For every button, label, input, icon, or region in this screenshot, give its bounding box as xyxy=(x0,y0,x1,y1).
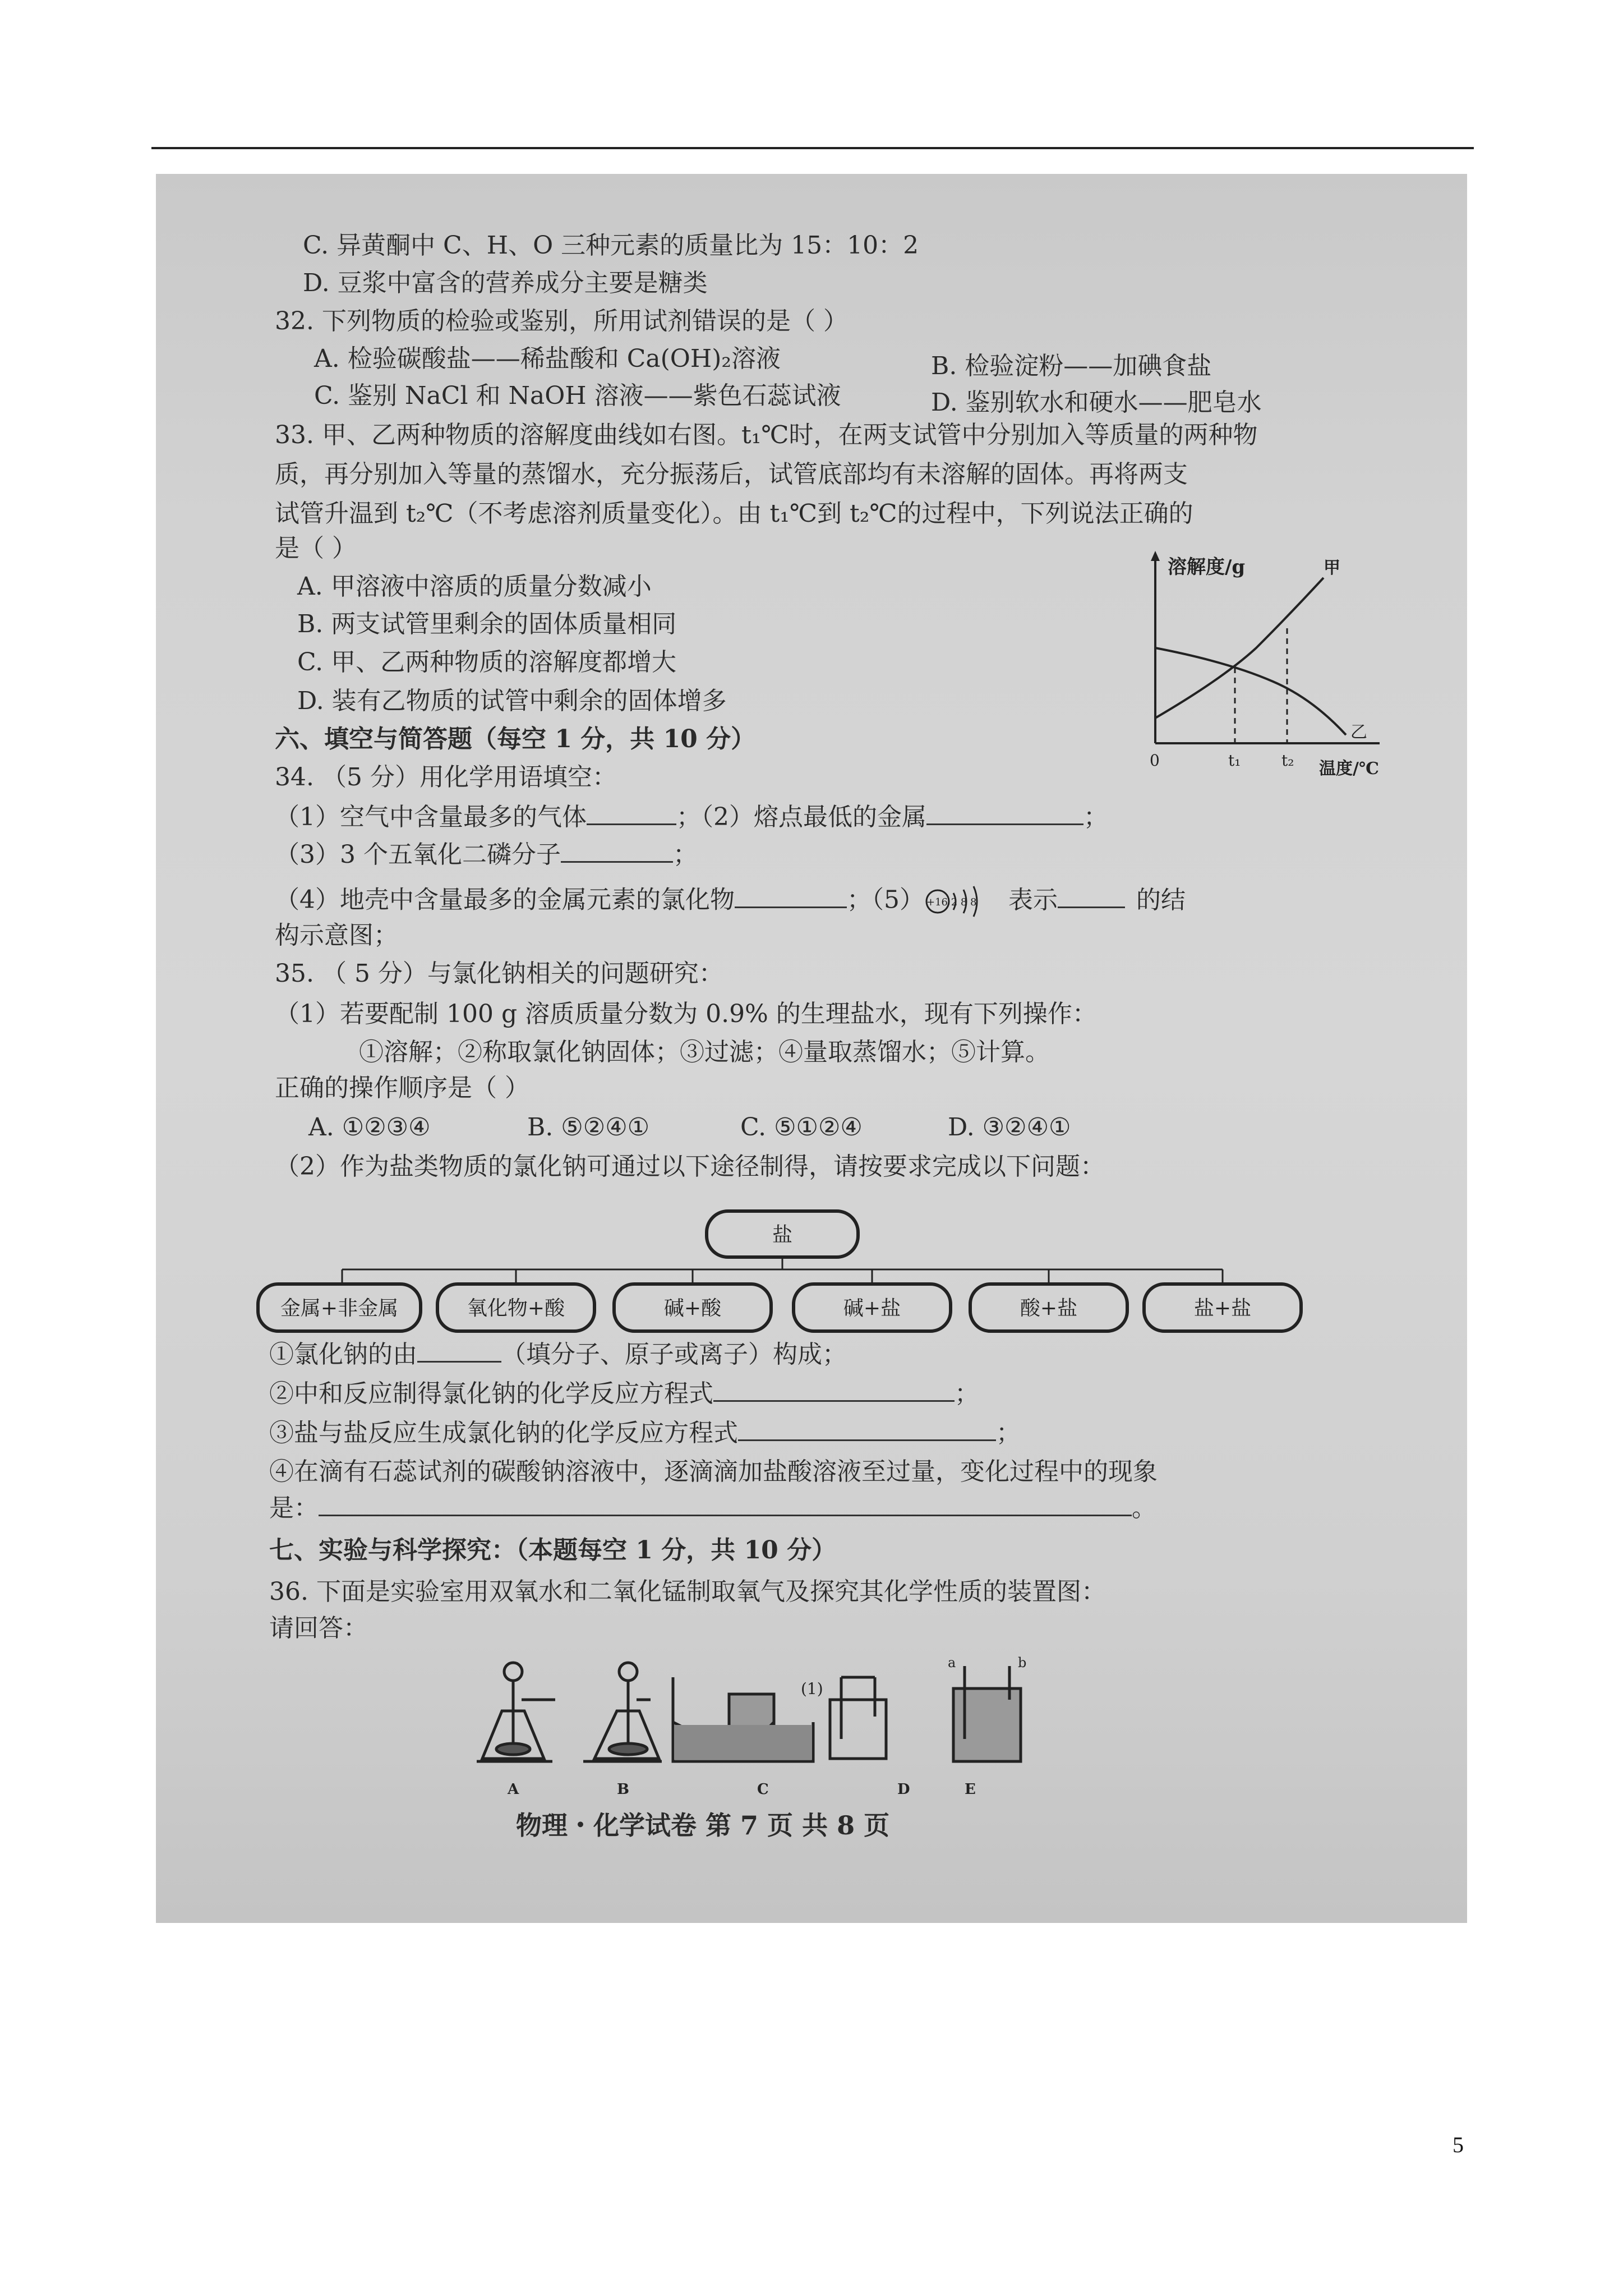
q35-order-stem: 正确的操作顺序是（ ） xyxy=(275,1074,529,1102)
answer-blank[interactable] xyxy=(1058,884,1125,908)
q34-line-4 xyxy=(275,882,1186,921)
lab-apparatus-drawing xyxy=(460,1655,1054,1801)
answer-blank[interactable] xyxy=(587,801,676,825)
q36-prompt: 请回答： xyxy=(269,1614,368,1642)
child-label-base-acid: 碱+酸 xyxy=(663,1297,722,1320)
answer-blank[interactable] xyxy=(561,839,673,863)
q32-option-a: A. 检验碳酸盐——稀盐酸和 Ca(OH)₂溶液 xyxy=(314,344,781,373)
q33-option-d: D. 装有乙物质的试管中剩余的固体增多 xyxy=(297,687,727,715)
marker-1: (1) xyxy=(801,1680,823,1698)
series-yi-curve xyxy=(1155,648,1346,735)
punctuation: 。 xyxy=(1132,1494,1156,1522)
answer-blank[interactable] xyxy=(926,801,1083,825)
q35-sub2-label: ②中和反应制得氯化钠的化学反应方程式 xyxy=(269,1379,713,1408)
q34-part5-desc: 表示 xyxy=(1008,885,1058,914)
q35-part2: （2）作为盐类物质的氯化钠可通过以下途径制得，请按要求完成以下问题： xyxy=(275,1152,1105,1181)
page-number: 5 xyxy=(1453,2132,1464,2157)
q34-part3-label: （3）3 个五氧化二磷分子 xyxy=(275,840,561,869)
q32-stem: 32. 下列物质的检验或鉴别，所用试剂错误的是（ ） xyxy=(275,307,848,335)
q35-option-b: B. ⑤②④① xyxy=(527,1113,650,1142)
q35-option-a: A. ①②③④ xyxy=(308,1113,431,1142)
sulfur-ion-structure-icon xyxy=(924,882,992,921)
q35-sub1-label: ①氯化钠的由 xyxy=(269,1340,417,1369)
child-label-metal-nonmetal: 金属+非金属 xyxy=(280,1297,399,1320)
q36-stem: 36. 下面是实验室用双氧水和二氧化锰制取氧气及探究其化学性质的装置图： xyxy=(269,1577,1106,1606)
apparatus-a-flask-icon xyxy=(477,1663,555,1761)
port-b-label: b xyxy=(1018,1655,1027,1671)
punctuation: ； xyxy=(1083,803,1108,831)
q33-option-b: B. 两支试管里剩余的固体质量相同 xyxy=(297,610,677,638)
q34-part2-label: ；（2）熔点最低的金属 xyxy=(676,803,926,831)
x-axis-label: 温度/℃ xyxy=(1319,759,1379,779)
child-label-base-salt: 碱+盐 xyxy=(843,1297,901,1320)
q32-option-d: D. 鉴别软水和硬水——肥皂水 xyxy=(931,388,1262,417)
q33-option-c: C. 甲、乙两种物质的溶解度都增大 xyxy=(297,648,677,677)
diagram-children xyxy=(258,1269,1301,1331)
answer-blank[interactable] xyxy=(417,1338,501,1363)
q34-line-1 xyxy=(275,801,1108,833)
punctuation: ； xyxy=(672,840,698,869)
x-tick-t2: t₂ xyxy=(1281,751,1294,770)
series-jia-label: 甲 xyxy=(1324,558,1340,578)
q35-sub2 xyxy=(269,1378,979,1410)
q34-part1-label: （1）空气中含量最多的气体 xyxy=(275,803,587,831)
solubility-chart xyxy=(1144,550,1402,785)
q32-option-b: B. 检验淀粉——加碘食盐 xyxy=(931,352,1212,380)
q35-part1: （1）若要配制 100 g 溶质质量分数为 0.9% 的生理盐水，现有下列操作： xyxy=(275,1000,1097,1028)
port-a-label: a xyxy=(948,1655,956,1671)
q33-stem-1: 33. 甲、乙两种物质的溶解度曲线如右图。t₁℃时，在两支试管中分别加入等质量的两种物 xyxy=(275,421,1258,449)
section-7-heading: 七、实验与科学探究：（本题每空 1 分，共 10 分） xyxy=(269,1536,837,1565)
q33-stem-2: 质，再分别加入等量的蒸馏水，充分振荡后，试管底部均有未溶解的固体。再将两支 xyxy=(275,460,1188,489)
child-label-acid-salt: 酸+盐 xyxy=(1020,1297,1078,1320)
punctuation: ； xyxy=(996,1419,1021,1447)
apparatus-d-bottle-icon xyxy=(830,1677,886,1759)
section-6-heading: 六、填空与简答题（每空 1 分，共 10 分） xyxy=(275,725,756,753)
q35-sub4-answer xyxy=(269,1492,1156,1524)
top-rule xyxy=(151,147,1474,149)
apparatus-label-a: A xyxy=(508,1781,519,1798)
q33-option-a: A. 甲溶液中溶质的质量分数减小 xyxy=(297,572,652,601)
series-yi-label: 乙 xyxy=(1350,723,1367,742)
root-label: 盐 xyxy=(772,1223,793,1246)
x-tick-t1: t₁ xyxy=(1228,751,1241,770)
q34-stem: 34. （5 分）用化学用语填空： xyxy=(275,763,617,792)
q33-stem-4: 是（ ） xyxy=(275,534,357,563)
series-jia-curve xyxy=(1155,578,1324,718)
y-axis xyxy=(1151,551,1160,743)
answer-blank[interactable] xyxy=(738,1417,996,1441)
y-axis-label: 溶解度/g xyxy=(1168,556,1246,578)
answer-blank[interactable] xyxy=(319,1492,1132,1516)
apparatus-e-bottle-icon xyxy=(953,1666,1021,1761)
answer-blank[interactable] xyxy=(735,884,847,908)
apparatus-label-e: E xyxy=(965,1781,976,1798)
punctuation: ； xyxy=(955,1379,979,1408)
q35-option-d: D. ③②④① xyxy=(948,1113,1071,1142)
apparatus-label-c: C xyxy=(757,1781,769,1798)
q35-sub1 xyxy=(269,1338,847,1370)
q35-option-c: C. ⑤①②④ xyxy=(740,1113,863,1142)
q34-line-5: 构示意图； xyxy=(275,921,398,950)
salt-pathway-diagram xyxy=(247,1209,1324,1338)
q31-option-c: C. 异黄酮中 C、H、O 三种元素的质量比为 15：10：2 xyxy=(303,231,919,260)
origin-label: 0 xyxy=(1150,751,1160,770)
q31-option-d: D. 豆浆中富含的营养成分主要是糖类 xyxy=(303,269,708,297)
q35-stem: 35. （ 5 分）与氯化钠相关的问题研究： xyxy=(275,959,723,988)
child-label-oxide-acid: 氧化物+酸 xyxy=(467,1297,565,1320)
q35-operations: ①溶解；②称取氯化钠固体；③过滤；④量取蒸馏水；⑤计算。 xyxy=(359,1038,1050,1066)
q35-sub4: ④在滴有石蕊试剂的碳酸钠溶液中，逐滴滴加盐酸溶液至过量，变化过程中的现象 xyxy=(269,1457,1158,1486)
apparatus-label-d: D xyxy=(897,1781,910,1798)
q34-part5-suffix: 的结 xyxy=(1136,885,1186,914)
q34-line-3 xyxy=(275,839,698,871)
atom-label: +16 2 8 8 xyxy=(926,896,977,908)
diagram-root-node xyxy=(707,1211,858,1257)
apparatus-c-water-trough-icon xyxy=(673,1677,813,1761)
page-footer: 物理・化学试卷 第 7 页 共 8 页 xyxy=(516,1810,890,1841)
q33-stem-3: 试管升温到 t₂℃（不考虑溶剂质量变化）。由 t₁℃到 t₂℃的过程中，下列说法正确的 xyxy=(275,499,1193,528)
q34-part4-label: （4）地壳中含量最多的金属元素的氯化物 xyxy=(275,885,735,914)
child-label-salt-salt: 盐+盐 xyxy=(1193,1297,1252,1320)
q35-sub1-suffix: （填分子、原子或离子）构成； xyxy=(501,1340,847,1369)
q35-sub4-prefix: 是： xyxy=(269,1494,319,1522)
q35-sub3-label: ③盐与盐反应生成氯化钠的化学反应方程式 xyxy=(269,1419,738,1447)
q32-option-c: C. 鉴别 NaCl 和 NaOH 溶液——紫色石蕊试液 xyxy=(314,381,841,410)
answer-blank[interactable] xyxy=(713,1378,955,1402)
q35-sub3 xyxy=(269,1417,1021,1449)
q34-part5-label: ；（5） xyxy=(847,885,924,914)
apparatus-label-b: B xyxy=(617,1781,629,1798)
apparatus-b-flask-icon xyxy=(583,1663,662,1761)
